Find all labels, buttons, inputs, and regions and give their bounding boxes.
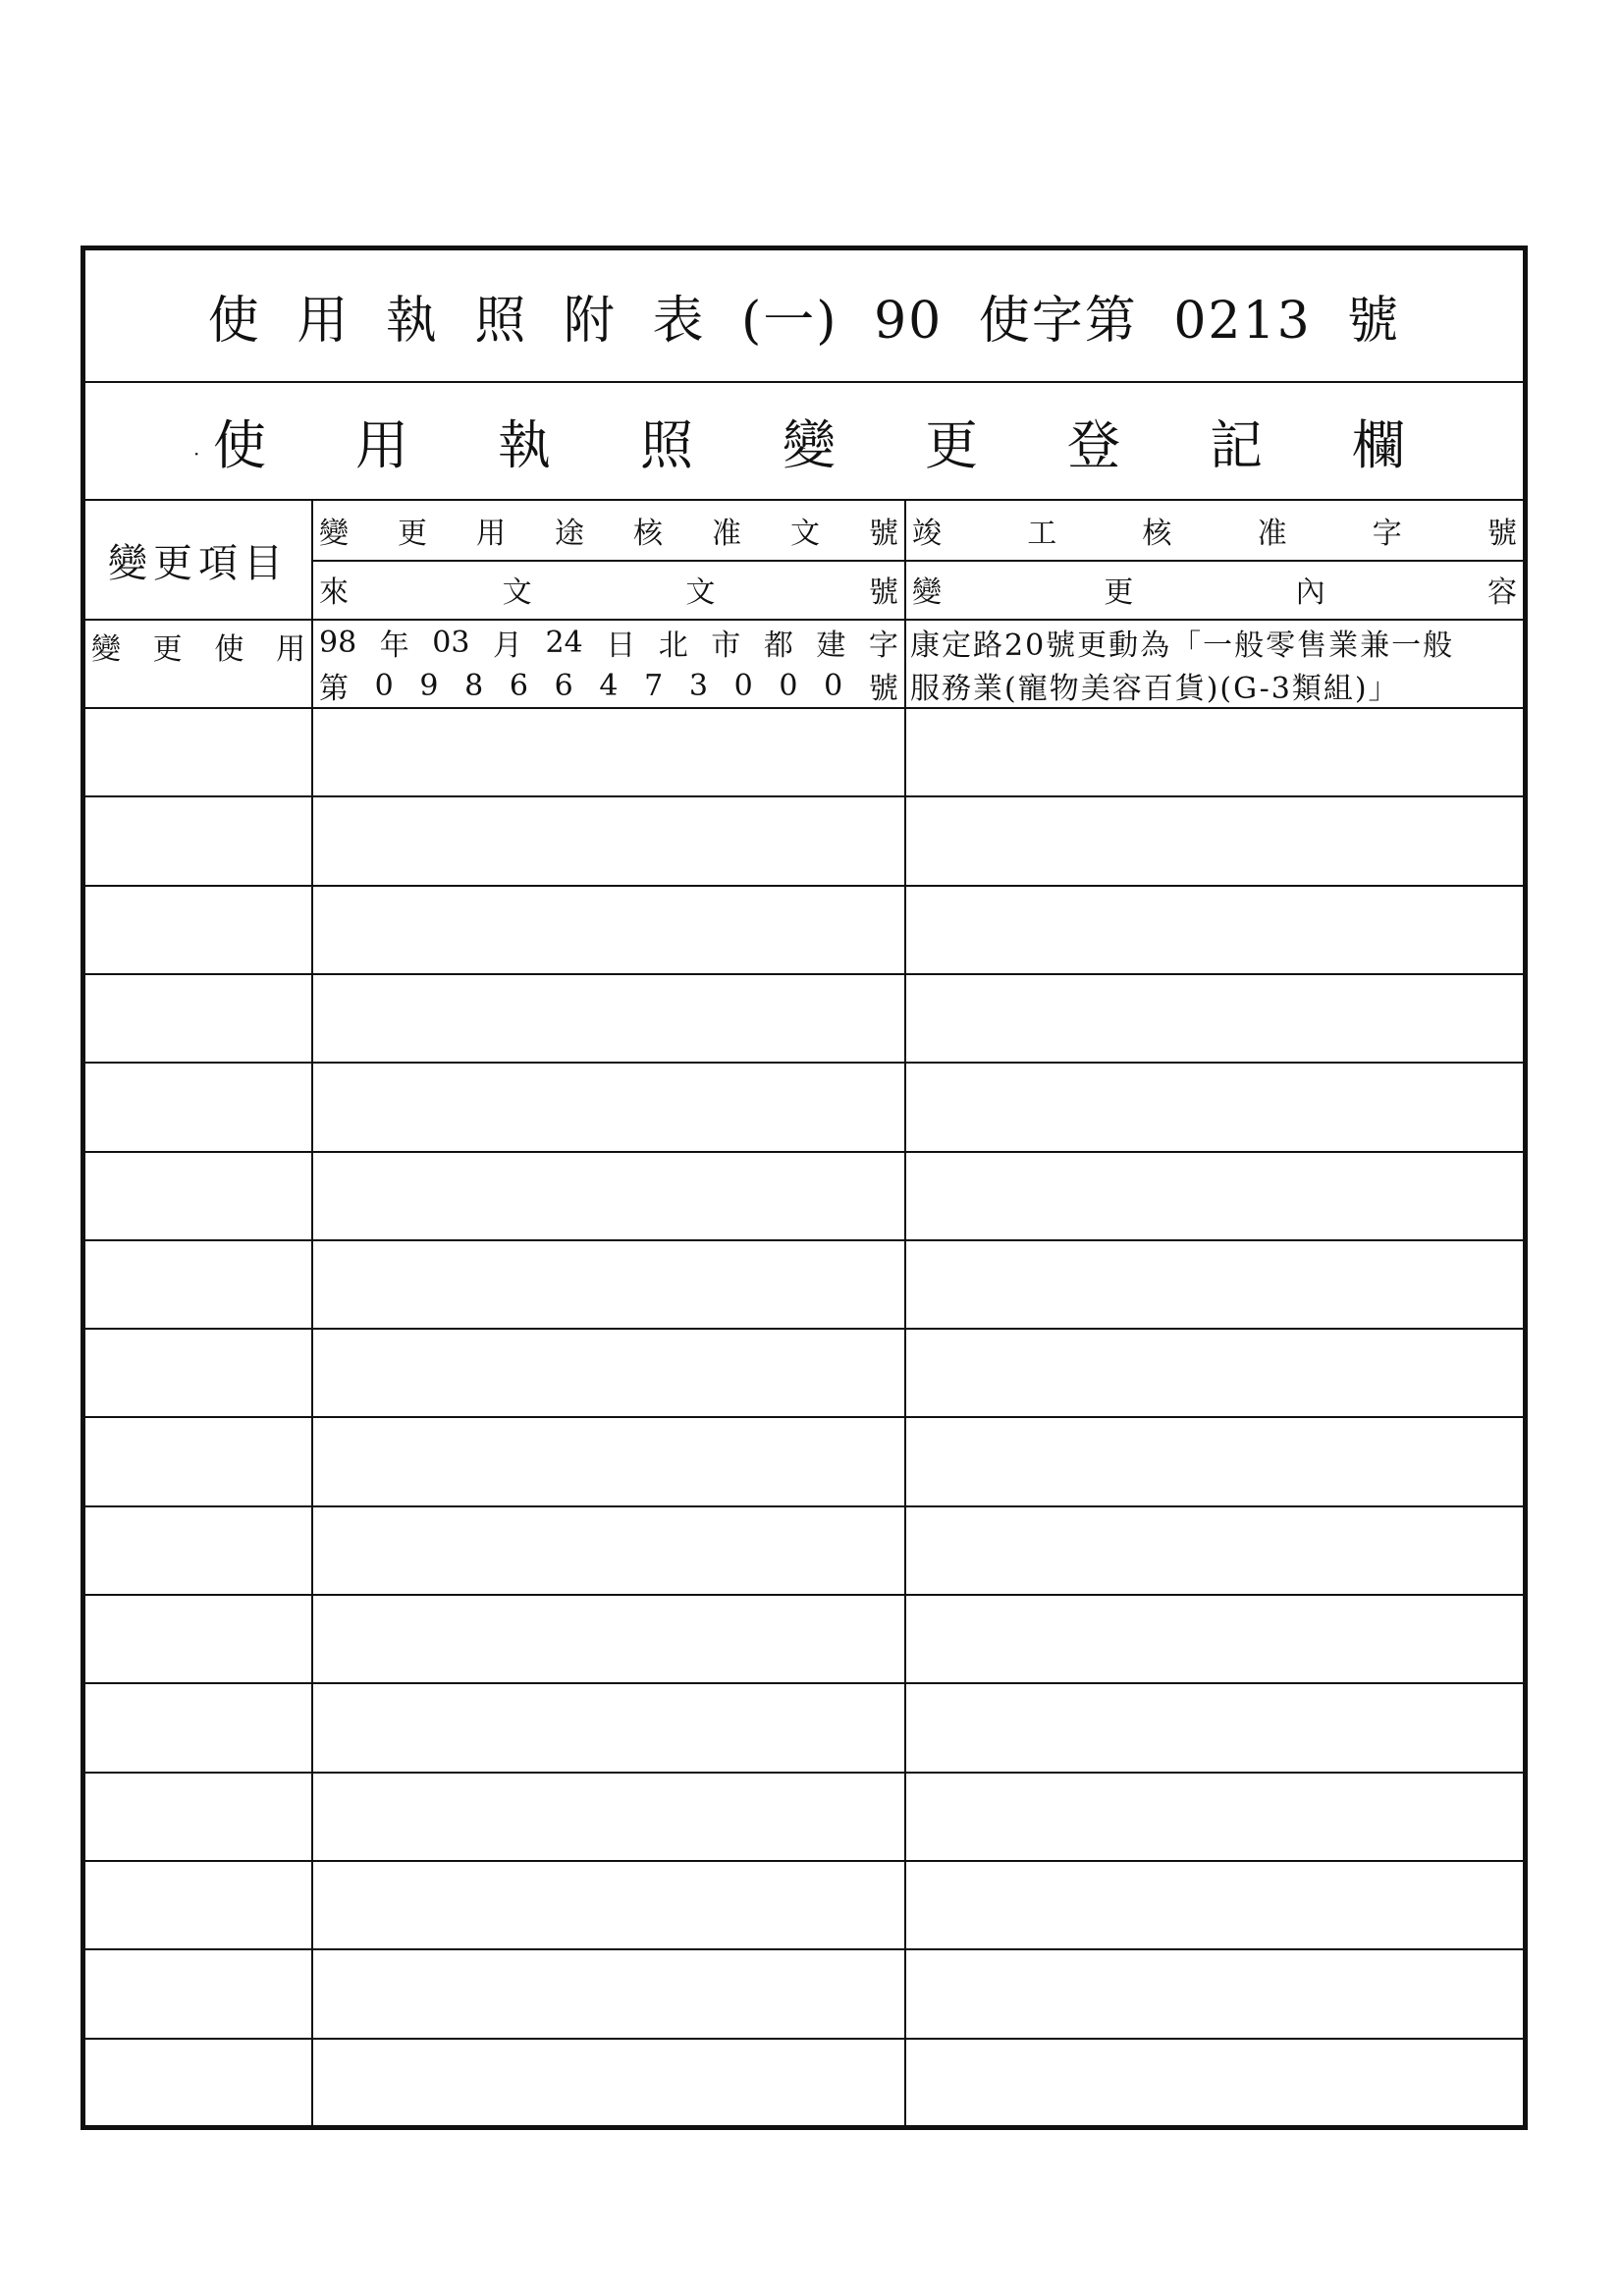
entry-doc-token: 北 [658,629,688,663]
heading-char: 欄 [1352,413,1405,476]
entry-doc-token: 9 [419,668,439,703]
entry-doc-token: 年 [379,629,409,663]
entry-content-line2: 服務業(寵物美容百貨)(G-3類組)」 [910,672,1400,706]
header-char: 文 [685,575,716,610]
title-paren: (一) [740,292,838,351]
header-char: 容 [1486,575,1517,610]
subtitle-row: · 使 用 執 照 變 更 登 記 欄 [85,383,1523,501]
heading-char: 變 [783,413,836,476]
header-char: 號 [868,575,898,610]
header-char: 核 [633,517,663,551]
header-char: 更 [398,517,427,551]
header-char: 准 [1257,517,1287,551]
entry-doc-token: 6 [554,668,573,703]
entry-doc-token: 0 [374,668,394,703]
entry-doc-token: 8 [464,668,484,703]
row-line [85,1416,1523,1418]
header-source-no [313,560,904,619]
header-char: 准 [712,517,741,551]
entry-item-char: 變 [91,632,121,667]
entry-item-char: 更 [152,632,183,667]
header-char: 號 [1486,517,1517,551]
entry-doc-token: 24 [545,625,583,660]
header-char: 號 [869,517,898,551]
header-char: 核 [1142,517,1172,551]
entry-doc-token: 日 [606,629,636,663]
entry-doc-token: 7 [644,668,664,703]
heading-char: 更 [925,413,978,476]
row-line [85,2038,1523,2040]
entry-doc-token: 03 [432,625,470,660]
header-char: 用 [476,517,506,551]
registration-sheet [81,246,1528,2130]
heading-char: 登 [1067,413,1120,476]
row-line [85,1151,1523,1153]
row-line [85,1682,1523,1684]
row-line [85,1860,1523,1862]
row-line [85,885,1523,887]
title-row [85,250,1523,383]
header-char: 途 [555,517,584,551]
row-line [85,1505,1523,1507]
header-char: 內 [1295,575,1325,610]
header-char: 竣 [912,517,942,551]
header-char: 工 [1027,517,1057,551]
header-change-content [906,560,1523,619]
header-char: 字 [1372,517,1402,551]
header-char: 來 [319,575,349,610]
entry-content-line1: 康定路20號更動為「一般零售業兼一般 [910,629,1455,663]
heading-char: 執 [498,413,551,476]
row-line [85,973,1523,975]
entry-doc-token: 都 [763,629,793,663]
title-prefix: 使 用 執 照 附 表 [207,292,706,351]
entry-doc-line1 [313,621,904,664]
heading-char: 記 [1210,413,1263,476]
heading-char: 照 [640,413,693,476]
entry-item-char: 用 [275,632,305,667]
header-char: 文 [790,517,820,551]
header-item: 變更項目 [108,540,289,586]
row-line [85,1062,1523,1064]
change-table [85,501,1523,2125]
entry-item-char: 使 [214,632,244,667]
entry-item [85,619,311,678]
heading-char: 用 [355,413,408,476]
entry-doc-line2 [313,664,904,707]
page-title [85,279,1523,353]
header-char: 變 [319,517,349,551]
entry-doc-token: 4 [599,668,619,703]
col-divider-1 [311,501,313,2125]
entry-doc-token: 市 [711,629,741,663]
entry-doc-token: 號 [868,672,898,706]
row-line [85,1328,1523,1330]
header-char: 文 [502,575,532,610]
entry-doc-token: 字 [868,629,898,663]
entry-doc-token: 0 [733,668,753,703]
row-line [85,1239,1523,1241]
entry-bottom-line [85,707,1523,709]
entry-doc-token: 建 [816,629,846,663]
entry-doc-token: 0 [779,668,798,703]
section-heading [85,404,1523,479]
header-completion-no [906,501,1523,560]
row-line [85,1594,1523,1596]
entry-doc-token: 98 [319,625,357,660]
row-line [85,1772,1523,1774]
entry-doc-token: 第 [319,672,349,706]
heading-char: 使 [213,413,266,476]
entry-doc-token: 月 [492,629,522,663]
header-approval-no [313,501,904,560]
col-divider-2 [904,501,906,2125]
header-char: 更 [1104,575,1134,610]
license-number: 90 使字第 0213 號 [874,292,1401,351]
row-line [85,795,1523,797]
row-line [85,1948,1523,1950]
entry-doc-token: 0 [824,668,843,703]
header-char: 變 [912,575,942,610]
entry-doc-token: 3 [688,668,708,703]
entry-doc-token: 6 [509,668,528,703]
